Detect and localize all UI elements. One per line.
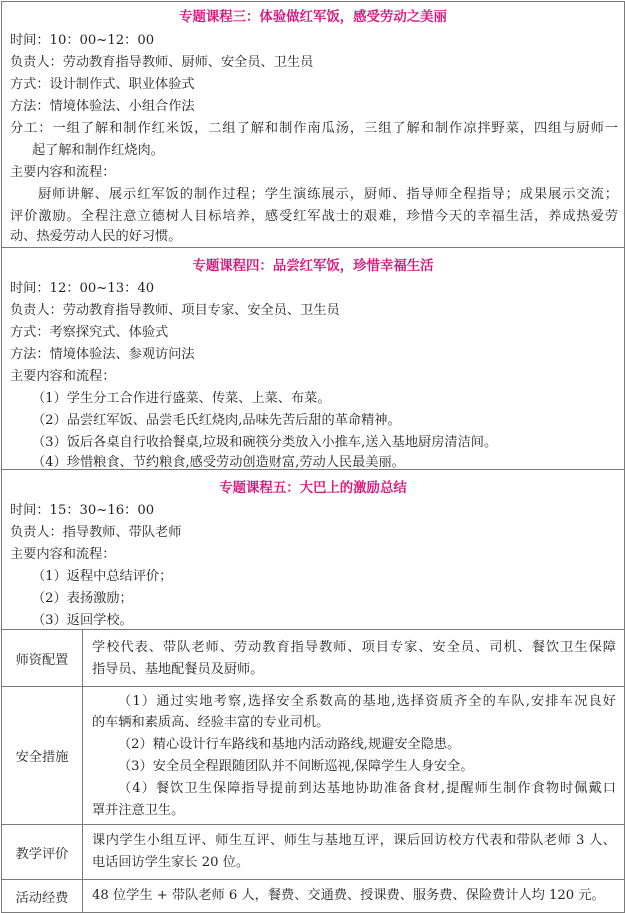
course3-division-cont: 起了解和制作红烧肉。 [32,143,164,158]
staff-line-2: 指导员、基地配餐员及厨师。 [92,662,264,677]
staff-row [2,630,624,687]
safety-row [2,687,624,825]
evaluation-label: 教学评价 [2,825,83,879]
budget-label: 活动经费 [2,880,83,912]
safety-text [83,687,624,824]
course4-title: 专题课程四：品尝红军饭，珍惜幸福生活 [192,258,434,274]
course5-owner: 负责人：指导教师、带队老师 [10,525,182,540]
course5-title: 专题课程五：大巴上的激励总结 [219,480,407,496]
course5-content-heading: 主要内容和流程： [10,547,116,562]
safety-label: 安全措施 [2,687,83,824]
course3-content-heading: 主要内容和流程： [10,165,116,180]
course4-step-1: （1）学生分工合作进行盛菜、传菜、上菜、布菜。 [32,391,331,406]
evaluation-line-1: 课内学生小组互评、师生互评、师生与基地互评，课后回访校方代表和带队老师 3 人、 [92,833,616,848]
evaluation-line-2: 电话回访学生家长 20 位。 [92,855,250,870]
course3-division: 分工：一组了解和制作红米饭，二组了解和制作南瓜汤，三组了解和制作凉拌野菜，四组与厨师一 [10,121,618,136]
staff-label: 师资配置 [2,630,83,686]
course4-step-4: （4）珍惜粮食、节约粮食,感受劳动创造财富,劳动人民最美丽。 [32,455,405,470]
evaluation-row [2,825,624,880]
safety-line-5: （4）餐饮卫生保障指导提前到达基地协助准备食材,提醒师生制作食物时佩戴口 [118,781,616,796]
course3-method: 方法：情境体验法、小组合作法 [10,99,195,114]
budget-row [2,880,624,912]
course4-step-3: （3）饭后各桌自行收拾餐桌,垃圾和碗筷分类放入小推车,送入基地厨房清洁间。 [32,435,498,450]
course4-mode: 方式：考察探究式、体验式 [10,325,169,340]
course4-step-2: （2）品尝红军饭、品尝毛氏红烧肉,品味先苦后甜的革命精神。 [32,413,401,428]
course4-section [2,248,624,470]
course5-time: 时间：15：30~16：00 [10,503,155,518]
safety-line-1: （1）通过实地考察,选择安全系数高的基地,选择资质齐全的车队,安排车况良好 [118,694,616,709]
course5-step-3: （3）返回学校。 [32,613,133,628]
safety-line-3: （2）精心设计行车路线和基地内活动路线,规避安全隐患。 [118,737,461,752]
course4-method: 方法：情境体验法、参观访问法 [10,347,195,362]
course3-content-1: 厨师讲解、展示红军饭的制作过程；学生演练展示，厨师、指导师全程指导；成果展示交流； [38,187,618,202]
course5-step-1: （1）返程中总结评价； [32,569,173,584]
course4-content-heading: 主要内容和流程： [10,369,116,384]
course3-title: 专题课程三：体验做红军饭，感受劳动之美丽 [179,9,447,25]
course4-owner: 负责人：劳动教育指导教师、项目专家、安全员、卫生员 [10,303,340,318]
course5-step-2: （2）表扬激励； [32,591,133,606]
staff-line-1: 学校代表、带队老师、劳动教育指导教师、项目专家、安全员、司机、餐饮卫生保障 [92,640,616,655]
safety-line-4: （3）安全员全程跟随团队并不间断巡视,保障学生人身安全。 [118,759,474,774]
evaluation-text [83,825,624,879]
budget-text [83,880,624,912]
staff-text [83,630,624,686]
course-plan-table [1,1,625,913]
course3-mode: 方式：设计制作式、职业体验式 [10,77,195,92]
course3-section [2,2,624,248]
course3-time: 时间：10：00~12：00 [10,33,155,48]
course3-content-2: 评价激励。全程注意立德树人目标培养，感受红军战士的艰难，珍惜今天的幸福生活，养成热爱劳 [10,209,618,224]
safety-line-2: 的车辆和素质高、经验丰富的专业司机。 [92,715,330,730]
budget-line-1: 48 位学生 + 带队老师 6 人，餐费、交通费、授课费、服务费、保险费计人均 120 元。 [92,888,605,903]
course4-time: 时间：12：00~13：40 [10,281,155,296]
course3-owner: 负责人：劳动教育指导教师、厨师、安全员、卫生员 [10,55,314,70]
course3-content-3: 动、热爱劳动人民的好习惯。 [10,229,182,244]
course5-section [2,470,624,630]
safety-line-6: 罩并注意卫生。 [92,803,185,818]
